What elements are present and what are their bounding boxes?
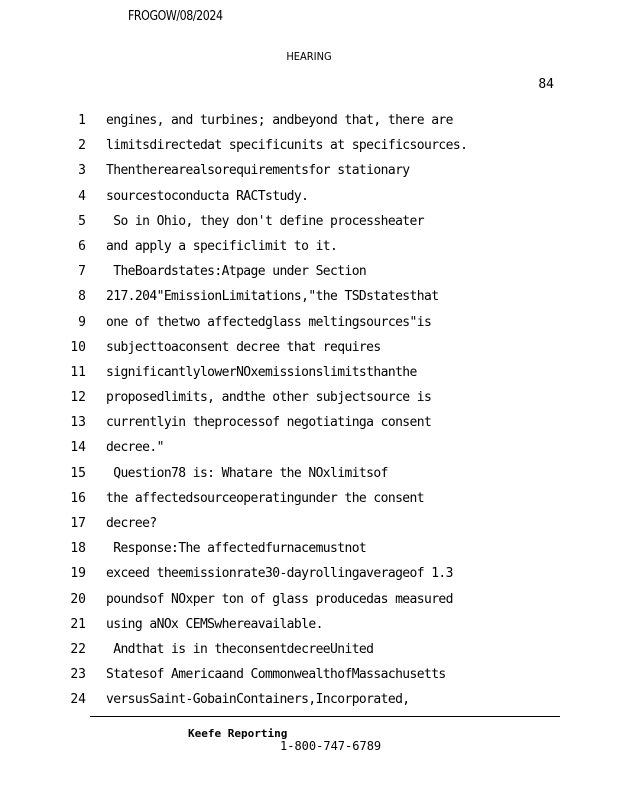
line-text: engines, and turbines; andbeyond that, there are: [106, 113, 453, 128]
line-text: proposedlimits, andthe other subjectsource is: [106, 390, 432, 406]
transcript-line: [0, 187, 618, 212]
line-text: decree.": [106, 440, 164, 456]
transcript-line: [0, 363, 618, 388]
line-text: decree?: [106, 516, 157, 531]
line-number: 12: [70, 390, 86, 406]
transcript-line: [0, 338, 618, 363]
line-number: 16: [70, 490, 86, 506]
line-text: exceed theemissionrate30-dayrollingaverageof 1.3: [106, 566, 453, 582]
transcript-line: [0, 690, 618, 715]
line-number: 22: [70, 641, 86, 657]
line-number: 13: [70, 415, 86, 431]
line-number: 19: [70, 566, 86, 582]
line-number: 5: [78, 213, 86, 229]
line-text: the affectedsourceoperatingunder the consent: [106, 490, 424, 506]
transcript-line: [0, 438, 618, 463]
line-text: Statesof Americaand CommonwealthofMassachusetts: [106, 667, 446, 683]
transcript-line: [0, 564, 618, 589]
line-number: 8: [78, 289, 86, 305]
transcript-line: [0, 464, 618, 489]
transcript-line: [0, 161, 618, 186]
line-number: 2: [78, 138, 86, 154]
transcript-line: [0, 590, 618, 615]
line-text: Thentherearealsorequirementsfor stationary: [106, 163, 410, 179]
transcript-line: [0, 539, 618, 564]
transcript-line: [0, 313, 618, 338]
transcript-line: [0, 136, 618, 161]
header-left-text: FROGOW/08/2024: [128, 9, 223, 24]
line-text: and apply a specificlimit to it.: [106, 238, 338, 254]
transcript-line: [0, 514, 618, 539]
line-number: 24: [70, 692, 86, 708]
transcript-line: [0, 615, 618, 640]
line-text: subjecttoaconsent decree that requires: [106, 339, 381, 355]
footer-company: Keefe Reporting: [188, 727, 288, 740]
transcript-line: [0, 212, 618, 237]
line-number: 20: [70, 591, 86, 607]
transcript-line: [0, 111, 618, 136]
line-number: 4: [78, 188, 86, 204]
line-number: 23: [70, 667, 86, 683]
line-number: 11: [70, 364, 86, 380]
line-text: currentlyin theprocessof negotiatinga consent: [106, 415, 432, 431]
line-number: 18: [70, 541, 86, 557]
transcript-line: [0, 489, 618, 514]
line-text: Andthat is in theconsentdecreeUnited: [106, 641, 374, 657]
page-title: HEARING: [286, 50, 332, 63]
line-text: versusSaint-GobainContainers,Incorporated,: [106, 692, 410, 708]
line-number: 17: [70, 516, 86, 531]
line-number: 9: [78, 314, 86, 330]
transcript-line: [0, 640, 618, 665]
line-text: Response:The affectedfurnacemustnot: [106, 541, 367, 557]
line-number: 21: [70, 616, 86, 632]
line-text: So in Ohio, they don't define processheater: [106, 213, 424, 229]
footer-phone: 1-800-747-6789: [280, 739, 382, 753]
line-text: poundsof NOxper ton of glass producedas measured: [106, 591, 453, 607]
line-number: 10: [70, 339, 86, 355]
line-text: Question78 is: Whatare the NOxlimitsof: [106, 465, 388, 481]
line-text: sourcestoconducta RACTstudy.: [106, 188, 309, 204]
transcript-line: [0, 665, 618, 690]
line-text: significantlylowerNOxemissionslimitsthanthe: [106, 364, 417, 380]
line-number: 6: [78, 238, 86, 254]
line-number: 15: [70, 465, 86, 481]
line-number: 7: [78, 264, 86, 280]
transcript-line: [0, 388, 618, 413]
line-number: 1: [78, 113, 86, 128]
footer-divider: [90, 716, 560, 717]
line-text: TheBoardstates:Atpage under Section: [106, 264, 367, 280]
transcript-line: [0, 413, 618, 438]
transcript-body: [0, 111, 618, 716]
transcript-line: [0, 262, 618, 287]
line-text: 217.204"EmissionLimitations,"the TSDstatesthat: [106, 289, 439, 305]
line-number: 14: [70, 440, 86, 456]
transcript-line: [0, 287, 618, 312]
line-text: using aNOx CEMSwhereavailable.: [106, 616, 323, 632]
transcript-line: [0, 237, 618, 262]
page-number: 84: [538, 77, 554, 92]
line-text: limitsdirectedat specificunits at specificsources.: [106, 138, 468, 154]
line-text: one of thetwo affectedglass meltingsources"is: [106, 314, 432, 330]
line-number: 3: [78, 163, 86, 179]
